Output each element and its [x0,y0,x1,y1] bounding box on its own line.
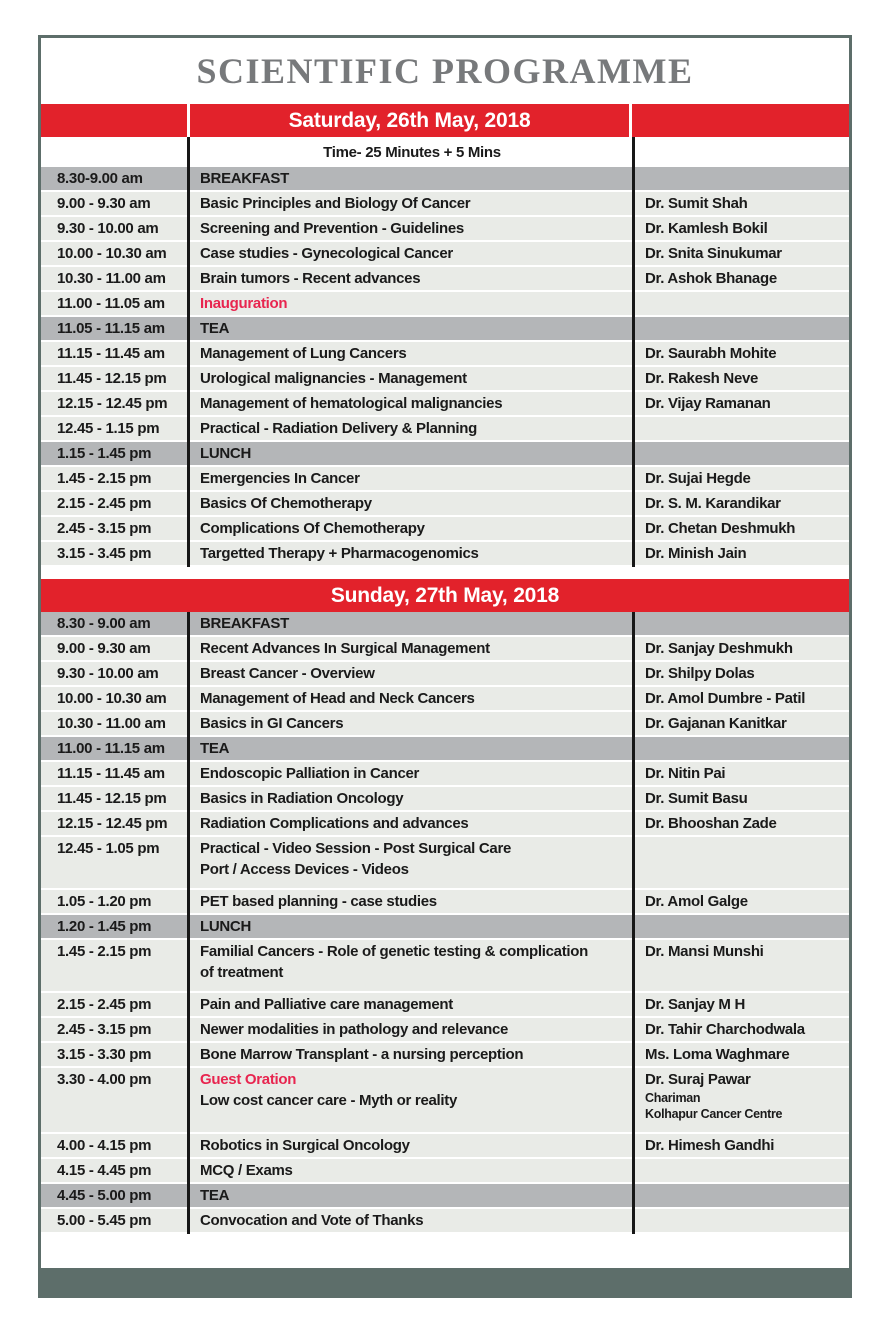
topic-line: LUNCH [200,918,251,935]
section-row [41,317,849,342]
topic-cell [187,1068,632,1132]
column-divider [632,137,635,567]
topic-line: Brain tumors - Recent advances [200,270,421,287]
topic-line: Practical - Radiation Delivery & Planning [200,420,477,437]
section-row [41,167,849,192]
topic-line: Convocation and Vote of Thanks [200,1212,424,1229]
session-row [41,787,849,812]
faculty-cell [632,342,849,365]
session-row [41,342,849,367]
faculty-cell [632,1134,849,1157]
topic-line: Management of Lung Cancers [200,345,407,362]
topic-line: Basics Of Chemotherapy [200,495,372,512]
session-row [41,242,849,267]
topic-line: TEA [200,1187,230,1204]
time-cell: 1.15 - 1.45 pm [57,445,152,462]
time-cell: 4.45 - 5.00 pm [57,1187,152,1204]
topic-cell [187,1018,632,1041]
topic-line: Bone Marrow Transplant - a nursing perception [200,1046,524,1063]
session-row [41,1018,849,1043]
time-cell: 11.05 - 11.15 am [57,320,165,337]
topic-line: Breast Cancer - Overview [200,665,375,682]
faculty-cell [632,292,849,315]
column-divider [187,612,190,1234]
time-cell: 2.15 - 2.45 pm [57,495,152,512]
session-row [41,662,849,687]
time-cell: 5.00 - 5.45 pm [57,1212,152,1229]
topic-line: Screening and Prevention - Guidelines [200,220,464,237]
faculty-name: Dr. Sumit Basu [645,790,748,807]
session-row [41,492,849,517]
faculty-cell [632,737,849,760]
topic-cell [187,737,632,760]
faculty-name: Dr. Saurabh Mohite [645,345,777,362]
time-cell: 4.15 - 4.45 pm [57,1162,152,1179]
faculty-name: Dr. Shilpy Dolas [645,665,755,682]
page-title: SCIENTIFIC PROGRAMME [196,51,694,91]
faculty-cell [632,1159,849,1182]
session-row [41,1209,849,1234]
faculty-cell [632,712,849,735]
faculty-cell [632,1068,849,1132]
day-header-saturday [41,104,849,137]
time-cell: 9.00 - 9.30 am [57,195,151,212]
topic-line: BREAKFAST [200,170,289,187]
time-cell: 9.30 - 10.00 am [57,665,159,682]
topic-line: Inauguration [200,295,288,312]
faculty-cell [632,890,849,913]
time-cell: 10.30 - 11.00 am [57,270,166,287]
time-cell: 2.15 - 2.45 pm [57,996,152,1013]
time-cell: 3.15 - 3.45 pm [57,545,152,562]
faculty-cell [632,467,849,490]
topic-line: Management of hematological malignancies [200,395,503,412]
topic-cell [187,342,632,365]
time-cell: 11.45 - 12.15 pm [57,790,167,807]
time-cell: 10.00 - 10.30 am [57,690,167,707]
time-cell: 3.15 - 3.30 pm [57,1046,152,1063]
topic-line: Guest Oration [200,1071,297,1088]
topic-line: Basics in GI Cancers [200,715,344,732]
topic-cell [187,1209,632,1232]
topic-line: Practical - Video Session - Post Surgical Care [200,840,512,857]
faculty-cell [632,1018,849,1041]
faculty-cell [632,317,849,340]
time-note-row [41,137,849,167]
time-cell: 11.15 - 11.45 am [57,765,165,782]
topic-line: Case studies - Gynecological Cancer [200,245,453,262]
faculty-name: Dr. Suraj Pawar [645,1071,751,1088]
faculty-cell [632,267,849,290]
topic-line: Low cost cancer care - Myth or reality [200,1092,458,1109]
time-cell: 8.30-9.00 am [57,170,143,187]
day-header-saturday-label: Saturday, 26th May, 2018 [190,104,629,137]
faculty-name: Dr. Tahir Charchodwala [645,1021,805,1038]
day-header-right-cell [632,104,849,137]
session-row [41,192,849,217]
topic-cell [187,837,632,880]
column-divider [187,137,190,567]
topic-cell [187,367,632,390]
topic-cell [187,442,632,465]
topic-line: Robotics in Surgical Oncology [200,1137,410,1154]
faculty-cell [632,662,849,685]
time-note-label: Time- 25 Minutes + 5 Mins [323,144,501,161]
topic-cell [187,192,632,215]
topic-line: Targetted Therapy + Pharmacogenomics [200,545,479,562]
time-cell: 11.00 - 11.05 am [57,295,165,312]
topic-line: Urological malignancies - Management [200,370,467,387]
faculty-name: Ms. Loma Waghmare [645,1046,790,1063]
faculty-cell [632,192,849,215]
time-cell: 11.15 - 11.45 am [57,345,165,362]
faculty-name: Dr. Amol Galge [645,893,748,910]
topic-line: Recent Advances In Surgical Management [200,640,490,657]
faculty-cell [632,787,849,810]
faculty-cell [632,392,849,415]
topic-cell [187,762,632,785]
section-row [41,612,849,637]
session-row [41,517,849,542]
faculty-name: Dr. Amol Dumbre - Patil [645,690,806,707]
topic-cell [187,662,632,685]
topic-line: BREAKFAST [200,615,289,632]
topic-cell [187,242,632,265]
faculty-name: Dr. Ashok Bhanage [645,270,777,287]
section-row [41,1184,849,1209]
faculty-cell [632,492,849,515]
topic-line: Port / Access Devices - Videos [200,861,409,878]
faculty-cell [632,762,849,785]
session-row [41,292,849,317]
topic-cell [187,167,632,190]
topic-cell [187,812,632,835]
time-cell: 1.05 - 1.20 pm [57,893,152,910]
session-row [41,993,849,1018]
day-header-sunday: Sunday, 27th May, 2018 [41,579,849,612]
faculty-cell [632,417,849,440]
topic-cell [187,940,632,983]
session-row [41,712,849,737]
faculty-name: Dr. S. M. Karandikar [645,495,781,512]
faculty-cell [632,242,849,265]
session-row [41,837,849,890]
time-cell: 2.45 - 3.15 pm [57,520,152,537]
topic-cell [187,292,632,315]
session-row [41,1068,849,1134]
session-row [41,687,849,712]
time-cell: 9.30 - 10.00 am [57,220,159,237]
faculty-cell [632,1184,849,1207]
time-note-empty-cell [632,137,849,167]
faculty-name: Dr. Nitin Pai [645,765,726,782]
topic-line: Radiation Complications and advances [200,815,469,832]
topic-cell [187,217,632,240]
time-cell: 12.15 - 12.45 pm [57,815,168,832]
time-cell: 12.15 - 12.45 pm [57,395,168,412]
faculty-name: Dr. Sanjay Deshmukh [645,640,793,657]
column-divider [632,612,635,1234]
faculty-cell [632,915,849,938]
faculty-name: Dr. Rakesh Neve [645,370,759,387]
time-cell: 1.45 - 2.15 pm [57,943,152,960]
section-row [41,915,849,940]
topic-cell [187,467,632,490]
faculty-cell [632,993,849,1016]
time-cell: 10.00 - 10.30 am [57,245,167,262]
faculty-cell [632,637,849,660]
topic-line: LUNCH [200,445,251,462]
topic-cell [187,1043,632,1066]
topic-line: Familial Cancers - Role of genetic testing & complication [200,943,588,960]
faculty-cell [632,517,849,540]
time-cell: 4.00 - 4.15 pm [57,1137,152,1154]
faculty-cell [632,1209,849,1232]
session-row [41,1159,849,1184]
topic-cell [187,612,632,635]
time-cell: 3.30 - 4.00 pm [57,1071,152,1088]
time-cell: 11.00 - 11.15 am [57,740,165,757]
faculty-cell [632,837,849,880]
day-header-left-cell [41,104,187,137]
faculty-name: Dr. Sujai Hegde [645,470,751,487]
faculty-name: Dr. Kamlesh Bokil [645,220,768,237]
sunday-rows [41,612,849,1234]
topic-line: Management of Head and Neck Cancers [200,690,475,707]
faculty-name: Dr. Himesh Gandhi [645,1137,775,1154]
faculty-cell [632,687,849,710]
faculty-name: Dr. Mansi Munshi [645,943,764,960]
time-cell: 12.45 - 1.05 pm [57,840,160,857]
faculty-name: Dr. Vijay Ramanan [645,395,771,412]
topic-line: TEA [200,320,230,337]
saturday-rows [41,167,849,567]
session-row [41,1134,849,1159]
session-row [41,417,849,442]
topic-line: of treatment [200,964,284,981]
time-cell: 1.45 - 2.15 pm [57,470,152,487]
day-sunday [41,579,849,1234]
day-saturday [41,104,849,567]
faculty-name: Dr. Bhooshan Zade [645,815,777,832]
faculty-cell [632,367,849,390]
time-cell: 12.45 - 1.15 pm [57,420,160,437]
faculty-name: Dr. Chetan Deshmukh [645,520,796,537]
topic-cell [187,267,632,290]
faculty-name: Dr. Sumit Shah [645,195,748,212]
topic-cell [187,712,632,735]
session-row [41,542,849,567]
topic-cell [187,993,632,1016]
session-row [41,940,849,993]
topic-line: Pain and Palliative care management [200,996,453,1013]
footer-bar [41,1268,849,1295]
session-row [41,367,849,392]
faculty-name: Dr. Sanjay M H [645,996,746,1013]
topic-cell [187,317,632,340]
topic-cell [187,542,632,565]
session-row [41,890,849,915]
faculty-name: Dr. Gajanan Kanitkar [645,715,787,732]
session-row [41,637,849,662]
time-cell: 11.45 - 12.15 pm [57,370,167,387]
time-cell: 8.30 - 9.00 am [57,615,151,632]
topic-line: Emergencies In Cancer [200,470,360,487]
topic-line: MCQ / Exams [200,1162,293,1179]
time-cell: 1.20 - 1.45 pm [57,918,152,935]
topic-cell [187,787,632,810]
faculty-cell [632,940,849,983]
topic-cell [187,687,632,710]
time-note-empty-cell [41,137,187,167]
topic-cell [187,637,632,660]
time-cell: 2.45 - 3.15 pm [57,1021,152,1038]
topic-line: Newer modalities in pathology and relevance [200,1021,509,1038]
faculty-name: Dr. Snita Sinukumar [645,245,782,262]
topic-line: PET based planning - case studies [200,893,437,910]
session-row [41,217,849,242]
time-cell: 9.00 - 9.30 am [57,640,151,657]
programme-frame [38,35,852,1298]
topic-line: Complications Of Chemotherapy [200,520,425,537]
section-row [41,442,849,467]
faculty-cell [632,442,849,465]
topic-cell [187,392,632,415]
topic-cell [187,417,632,440]
faculty-cell [632,217,849,240]
session-row [41,812,849,837]
session-row [41,1043,849,1068]
faculty-subtitle: Chariman [645,1091,701,1105]
topic-line: Endoscopic Palliation in Cancer [200,765,420,782]
session-row [41,392,849,417]
time-cell: 10.30 - 11.00 am [57,715,166,732]
faculty-cell [632,612,849,635]
faculty-cell [632,1043,849,1066]
faculty-subtitle: Kolhapur Cancer Centre [645,1107,783,1121]
session-row [41,267,849,292]
topic-cell [187,517,632,540]
session-row [41,762,849,787]
topic-line: Basics in Radiation Oncology [200,790,404,807]
section-row [41,737,849,762]
topic-cell [187,1184,632,1207]
session-row [41,467,849,492]
faculty-cell [632,812,849,835]
topic-cell [187,1134,632,1157]
faculty-name: Dr. Minish Jain [645,545,747,562]
topic-line: TEA [200,740,230,757]
topic-cell [187,890,632,913]
topic-cell [187,492,632,515]
topic-cell [187,915,632,938]
topic-cell [187,1159,632,1182]
faculty-cell [632,167,849,190]
faculty-cell [632,542,849,565]
topic-line: Basic Principles and Biology Of Cancer [200,195,471,212]
